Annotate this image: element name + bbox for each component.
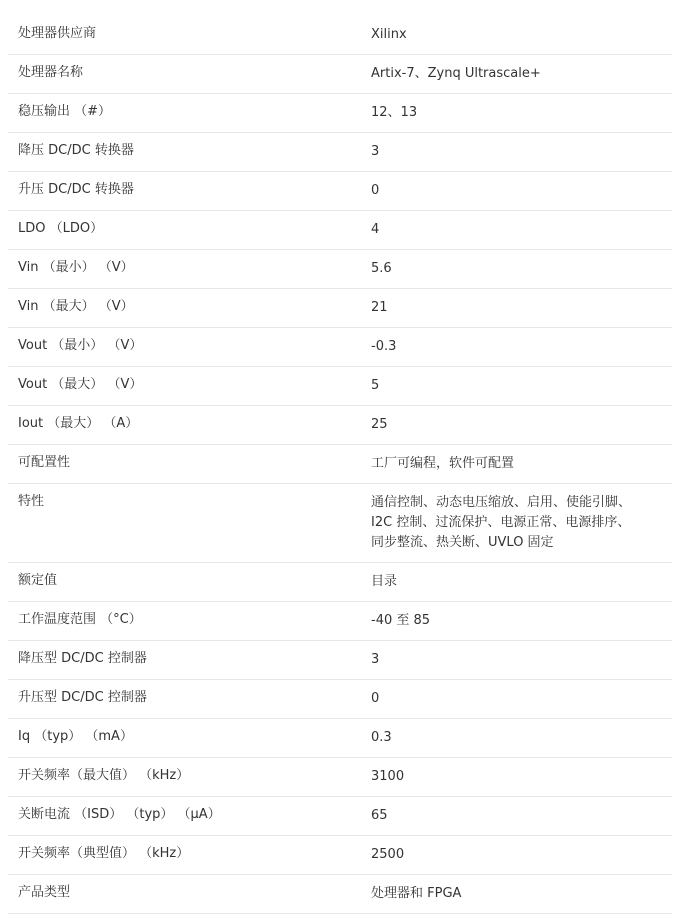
spec-value: -40 至 85 — [371, 613, 431, 628]
spec-label: 开关频率（典型值） （kHz） — [18, 846, 190, 861]
spec-value: 3100 — [371, 769, 405, 784]
feature-line: I2C 控制、过流保护、电源正常、电源排序、 — [371, 515, 631, 530]
spec-row-vin-max — [8, 289, 672, 328]
spec-value: 5.6 — [371, 261, 392, 276]
spec-row-vout-min — [8, 328, 672, 367]
spec-value: -0.3 — [371, 339, 397, 354]
spec-value: 21 — [371, 300, 388, 315]
spec-value: 目录 — [371, 574, 398, 589]
spec-label: 降压型 DC/DC 控制器 — [18, 651, 147, 666]
spec-value-features — [362, 484, 672, 562]
spec-label: 处理器名称 — [18, 65, 84, 80]
spec-label: 可配置性 — [18, 455, 71, 470]
spec-row-iq — [8, 719, 672, 758]
spec-label: 升压 DC/DC 转换器 — [18, 182, 134, 197]
spec-row-processor-vendor — [8, 16, 672, 55]
spec-label: 开关频率（最大值） （kHz） — [18, 768, 190, 783]
spec-row-switching-frequency-max — [8, 758, 672, 797]
spec-table — [8, 16, 672, 914]
spec-row-ldo — [8, 211, 672, 250]
spec-label: 额定值 — [18, 573, 58, 588]
spec-value: 0.3 — [371, 730, 392, 745]
spec-value: Artix-7、Zynq Ultrascale+ — [371, 66, 541, 81]
spec-label: 降压 DC/DC 转换器 — [18, 143, 134, 158]
spec-row-processor-name — [8, 55, 672, 94]
feature-line: 通信控制、动态电压缩放、启用、使能引脚、 — [371, 495, 632, 510]
spec-label: LDO （LDO） — [18, 221, 104, 236]
spec-value: 65 — [371, 808, 388, 823]
spec-row-vin-min — [8, 250, 672, 289]
spec-label: Iout （最大） （A） — [18, 416, 139, 431]
spec-value: 3 — [371, 144, 380, 159]
spec-label: 稳压输出 （#） — [18, 104, 112, 119]
spec-label: Vout （最大） （V） — [18, 377, 143, 392]
spec-row-boost-converter — [8, 172, 672, 211]
spec-label: 特性 — [18, 494, 45, 509]
spec-row-regulated-outputs — [8, 94, 672, 133]
spec-label: Vin （最小） （V） — [18, 260, 134, 275]
spec-value: 25 — [371, 417, 388, 432]
spec-value: 工厂可编程，软件可配置 — [371, 456, 515, 471]
spec-value: 处理器和 FPGA — [371, 886, 462, 901]
spec-value: Xilinx — [371, 27, 407, 42]
spec-row-iout-max — [8, 406, 672, 445]
feature-line: 同步整流、热关断、UVLO 固定 — [371, 535, 554, 550]
spec-value: 12、13 — [371, 105, 418, 120]
spec-label: Vin （最大） （V） — [18, 299, 134, 314]
spec-row-rating — [8, 563, 672, 602]
spec-row-vout-max — [8, 367, 672, 406]
spec-label: Vout （最小） （V） — [18, 338, 143, 353]
spec-value: 3 — [371, 652, 380, 667]
spec-row-shutdown-current — [8, 797, 672, 836]
spec-row-operating-temperature — [8, 602, 672, 641]
spec-label: Iq （typ） （mA） — [18, 729, 133, 744]
spec-row-product-type — [8, 875, 672, 914]
spec-row-features — [8, 484, 672, 563]
spec-value: 0 — [371, 183, 380, 198]
spec-label: 处理器供应商 — [18, 26, 97, 41]
spec-row-boost-controller — [8, 680, 672, 719]
spec-value: 0 — [371, 691, 380, 706]
spec-label: 关断电流 （ISD） （typ） （μA） — [18, 807, 221, 822]
spec-value: 4 — [371, 222, 380, 237]
spec-label: 产品类型 — [18, 885, 71, 900]
spec-row-buck-controller — [8, 641, 672, 680]
spec-row-buck-converter — [8, 133, 672, 172]
spec-label: 工作温度范围 （°C） — [18, 612, 142, 627]
spec-row-switching-frequency-typ — [8, 836, 672, 875]
spec-value: 5 — [371, 378, 380, 393]
spec-row-configurability — [8, 445, 672, 484]
spec-value: 2500 — [371, 847, 405, 862]
spec-label: 升压型 DC/DC 控制器 — [18, 690, 147, 705]
